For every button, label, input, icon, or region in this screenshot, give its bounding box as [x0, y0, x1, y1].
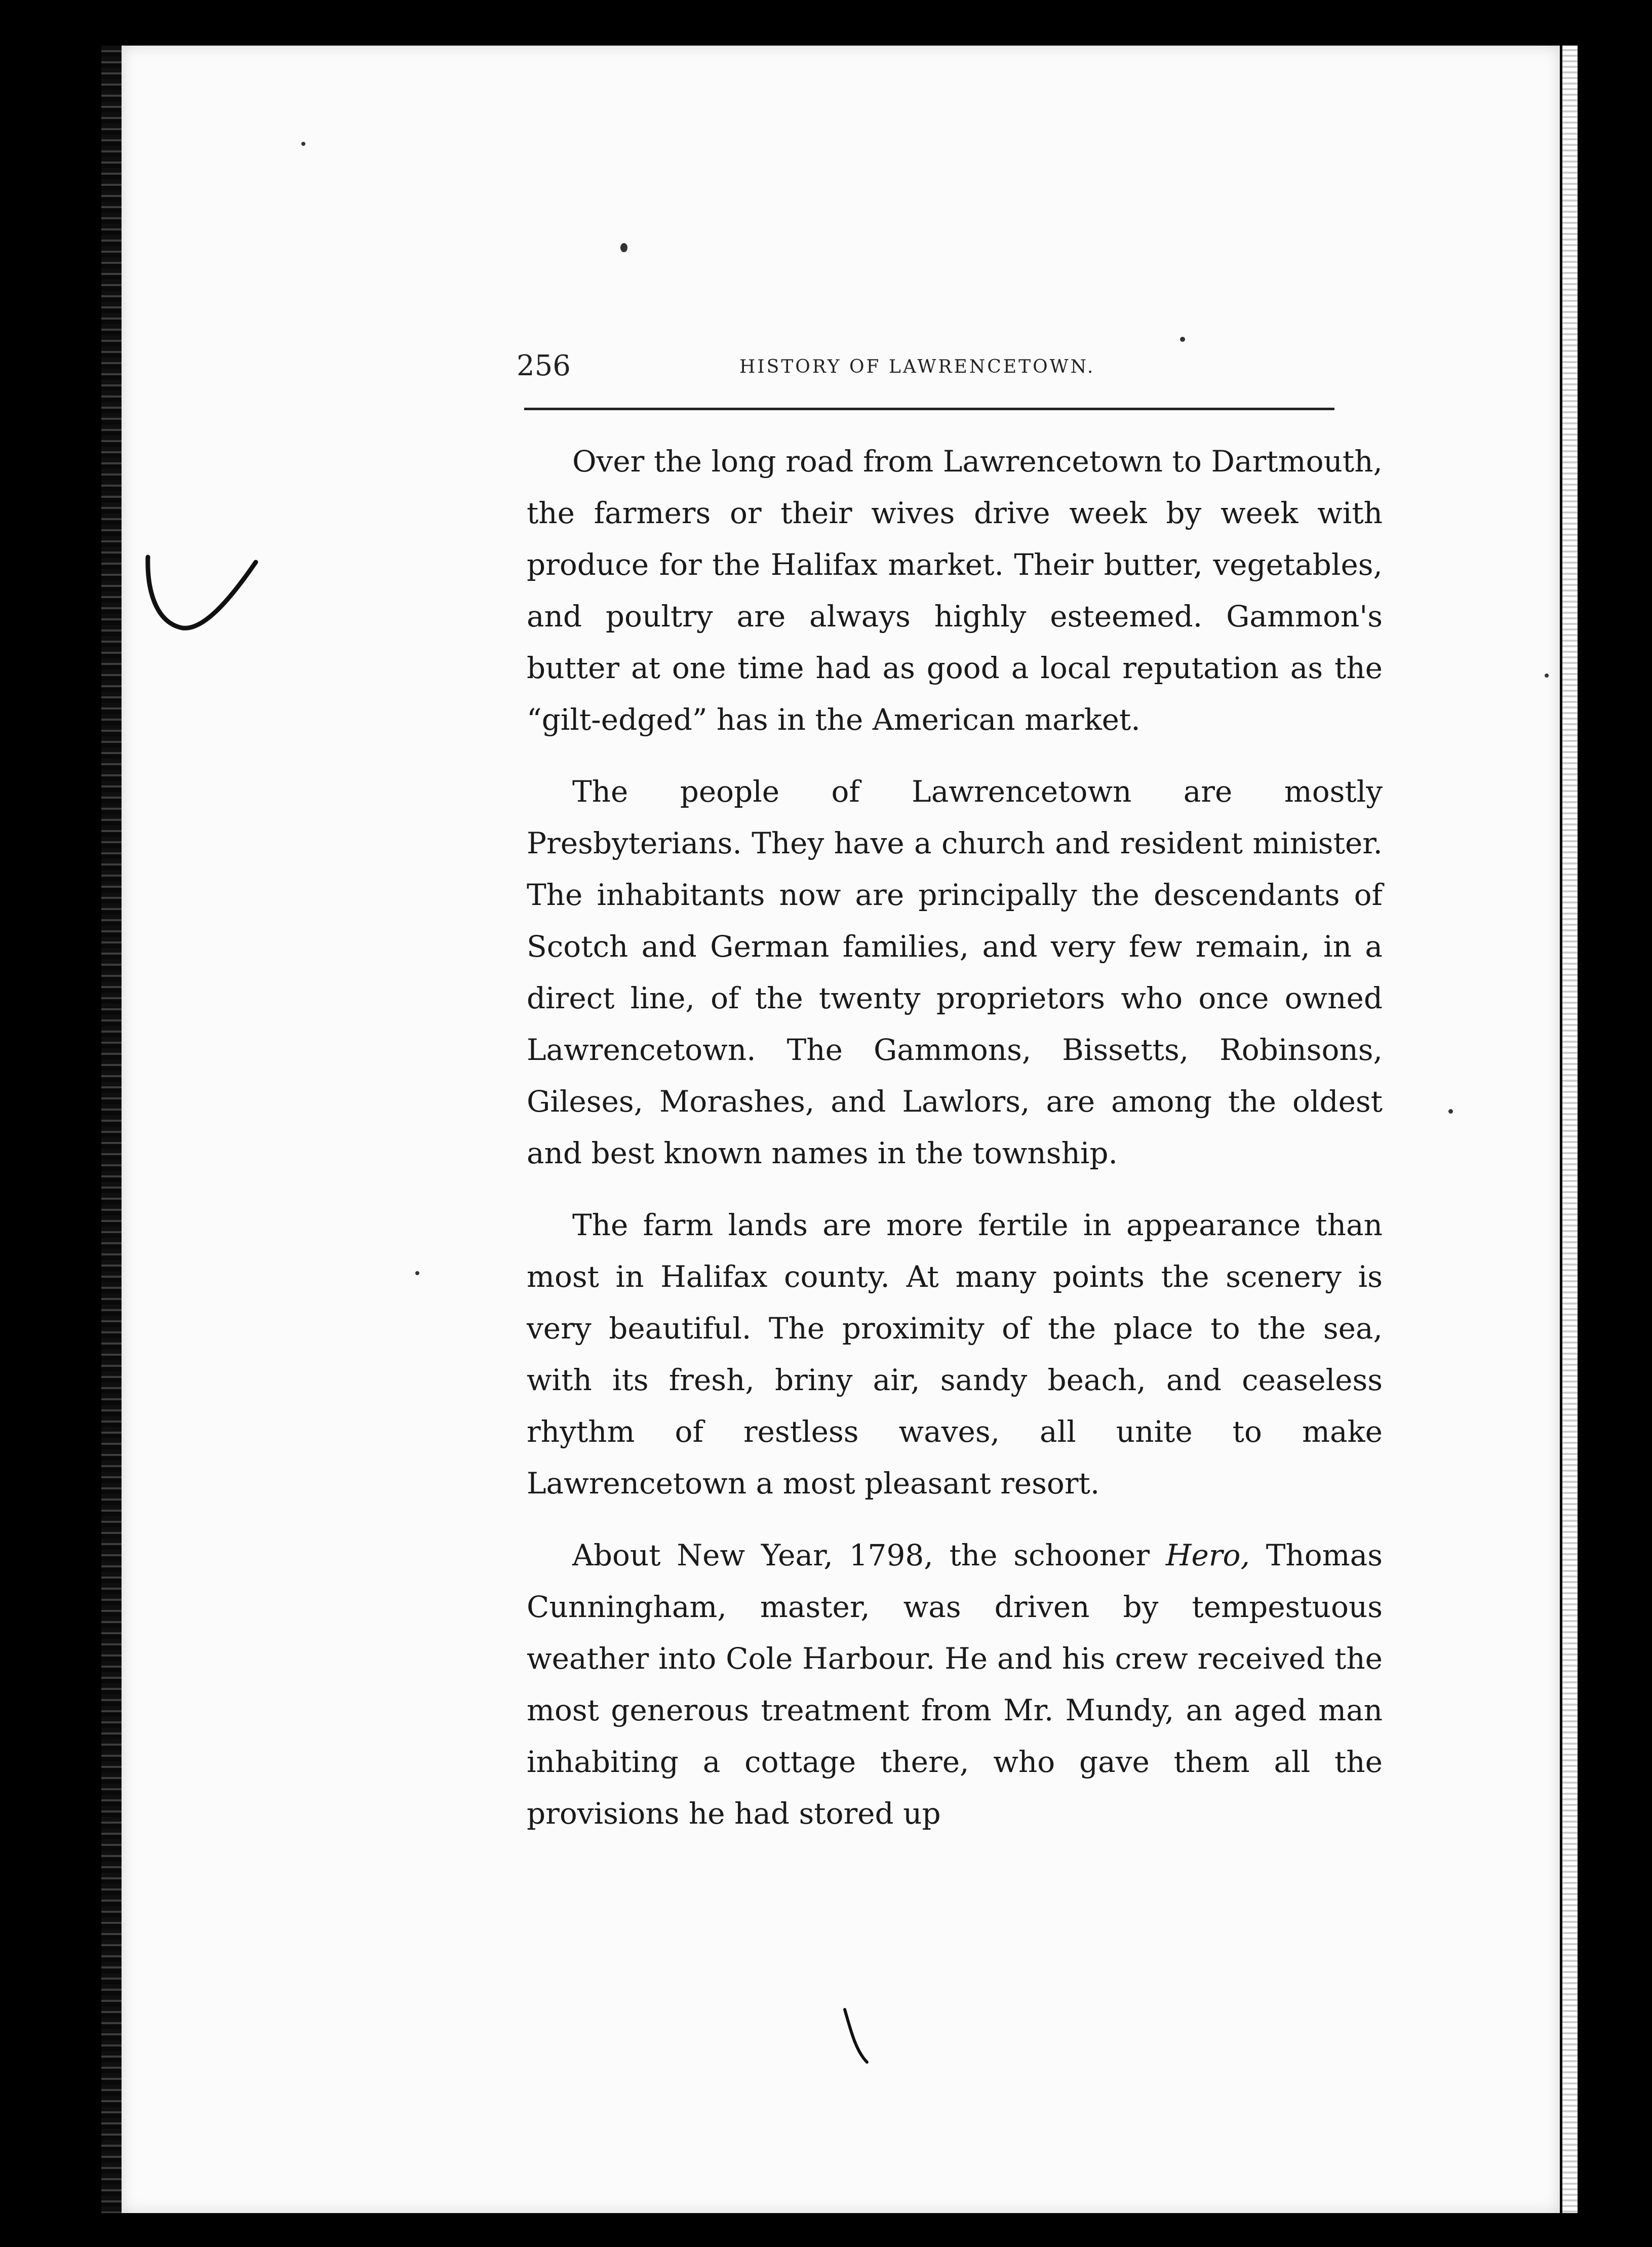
- speck: [415, 1271, 419, 1275]
- speck: [301, 142, 305, 146]
- margin-check-mark-icon: [142, 547, 263, 638]
- speck: [1180, 337, 1185, 342]
- page-header: [517, 349, 1337, 390]
- paragraph-text: About New Year, 1798, the schooner: [572, 1538, 1166, 1572]
- header-rule: [524, 408, 1334, 410]
- paragraph-text: Thomas Cunningham, master, was driven by tempestuous weather into Cole Harbour. He and his crew received the most generous treatment from Mr. Mundy, an aged man inhabiting a cottage there, who gave them all the provisions he had stored up: [527, 1538, 1383, 1831]
- ship-name: Hero,: [1165, 1538, 1250, 1572]
- paragraph: The people of Lawrencetown are mostly Presbyterians. They have a church and resident minister. The inhabitants now are principally the descendants of Scotch and German families, and very few remain, in a direct line, of the twenty proprietors who once owned Lawrencetown. The Gammons, Bissetts, Robinsons, Gileses, Morashes, and Lawlors, are among the oldest and best known names in the township.: [527, 774, 1383, 1170]
- page-number: 256: [517, 349, 571, 382]
- paragraph: [527, 1529, 1383, 1839]
- speck: [1448, 1109, 1453, 1114]
- scan-edge-right: [1562, 46, 1578, 2213]
- speck: [1545, 674, 1549, 678]
- stray-pen-mark-icon: [841, 2005, 871, 2066]
- speck: [620, 243, 627, 252]
- paragraph: The farm lands are more fertile in appearance than most in Halifax county. At many points the scenery is very beautiful. The proximity of the place to the sea, with its fresh, briny air, sandy beach, and ceaseless rhythm of restless waves, all unite to make Lawrencetown a most pleasant resort.: [527, 1208, 1383, 1501]
- body-text: [527, 436, 1383, 1839]
- running-head: HISTORY OF LAWRENCETOWN.: [739, 357, 1095, 377]
- paragraph: Over the long road from Lawrencetown to Dartmouth, the farmers or their wives drive week by week with produce for the Halifax market. Their butter, vegetables, and poultry are always highly esteemed. Gammon's butter at one time had as good a local reputation as the “gilt-edged” has in the American market.: [527, 444, 1383, 737]
